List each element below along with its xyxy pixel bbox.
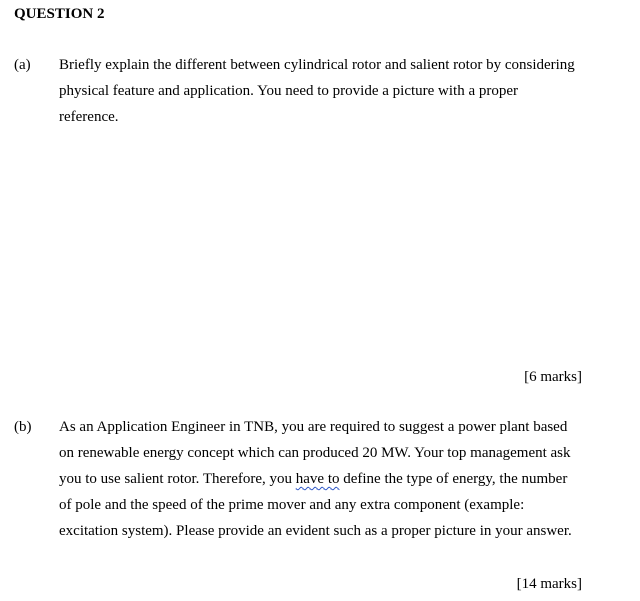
part-b-line-5: excitation system). Please provide an evident such as a proper picture in your answer.	[59, 523, 572, 539]
part-b-line-2: on renewable energy concept which can produced 20 MW. Your top management ask	[59, 445, 571, 461]
grammar-flagged-phrase: have to	[295, 471, 340, 487]
question-heading: QUESTION 2	[14, 6, 105, 22]
part-b-marks: [14 marks]	[516, 576, 582, 592]
part-b-text	[59, 414, 589, 544]
part-a-line-2: physical feature and application. You need to provide a picture with a proper	[59, 83, 519, 99]
part-a-line-3: reference.	[59, 109, 119, 125]
part-a-label: (a)	[14, 57, 31, 73]
part-a-marks: [6 marks]	[524, 369, 582, 385]
part-a-text	[59, 52, 589, 130]
part-b-label: (b)	[14, 419, 32, 435]
part-b-line-3-end: define the type of energy, the number	[339, 471, 568, 487]
part-b-line-4: of pole and the speed of the prime mover and any extra component (example:	[59, 497, 525, 513]
part-b-line-3	[59, 466, 589, 492]
part-b-line-3-start: you to use salient rotor. Therefore, you	[59, 471, 296, 487]
part-b-line-1: As an Application Engineer in TNB, you are required to suggest a power plant based	[59, 419, 568, 435]
part-a-line-1: Briefly explain the different between cylindrical rotor and salient rotor by considering	[59, 57, 575, 73]
